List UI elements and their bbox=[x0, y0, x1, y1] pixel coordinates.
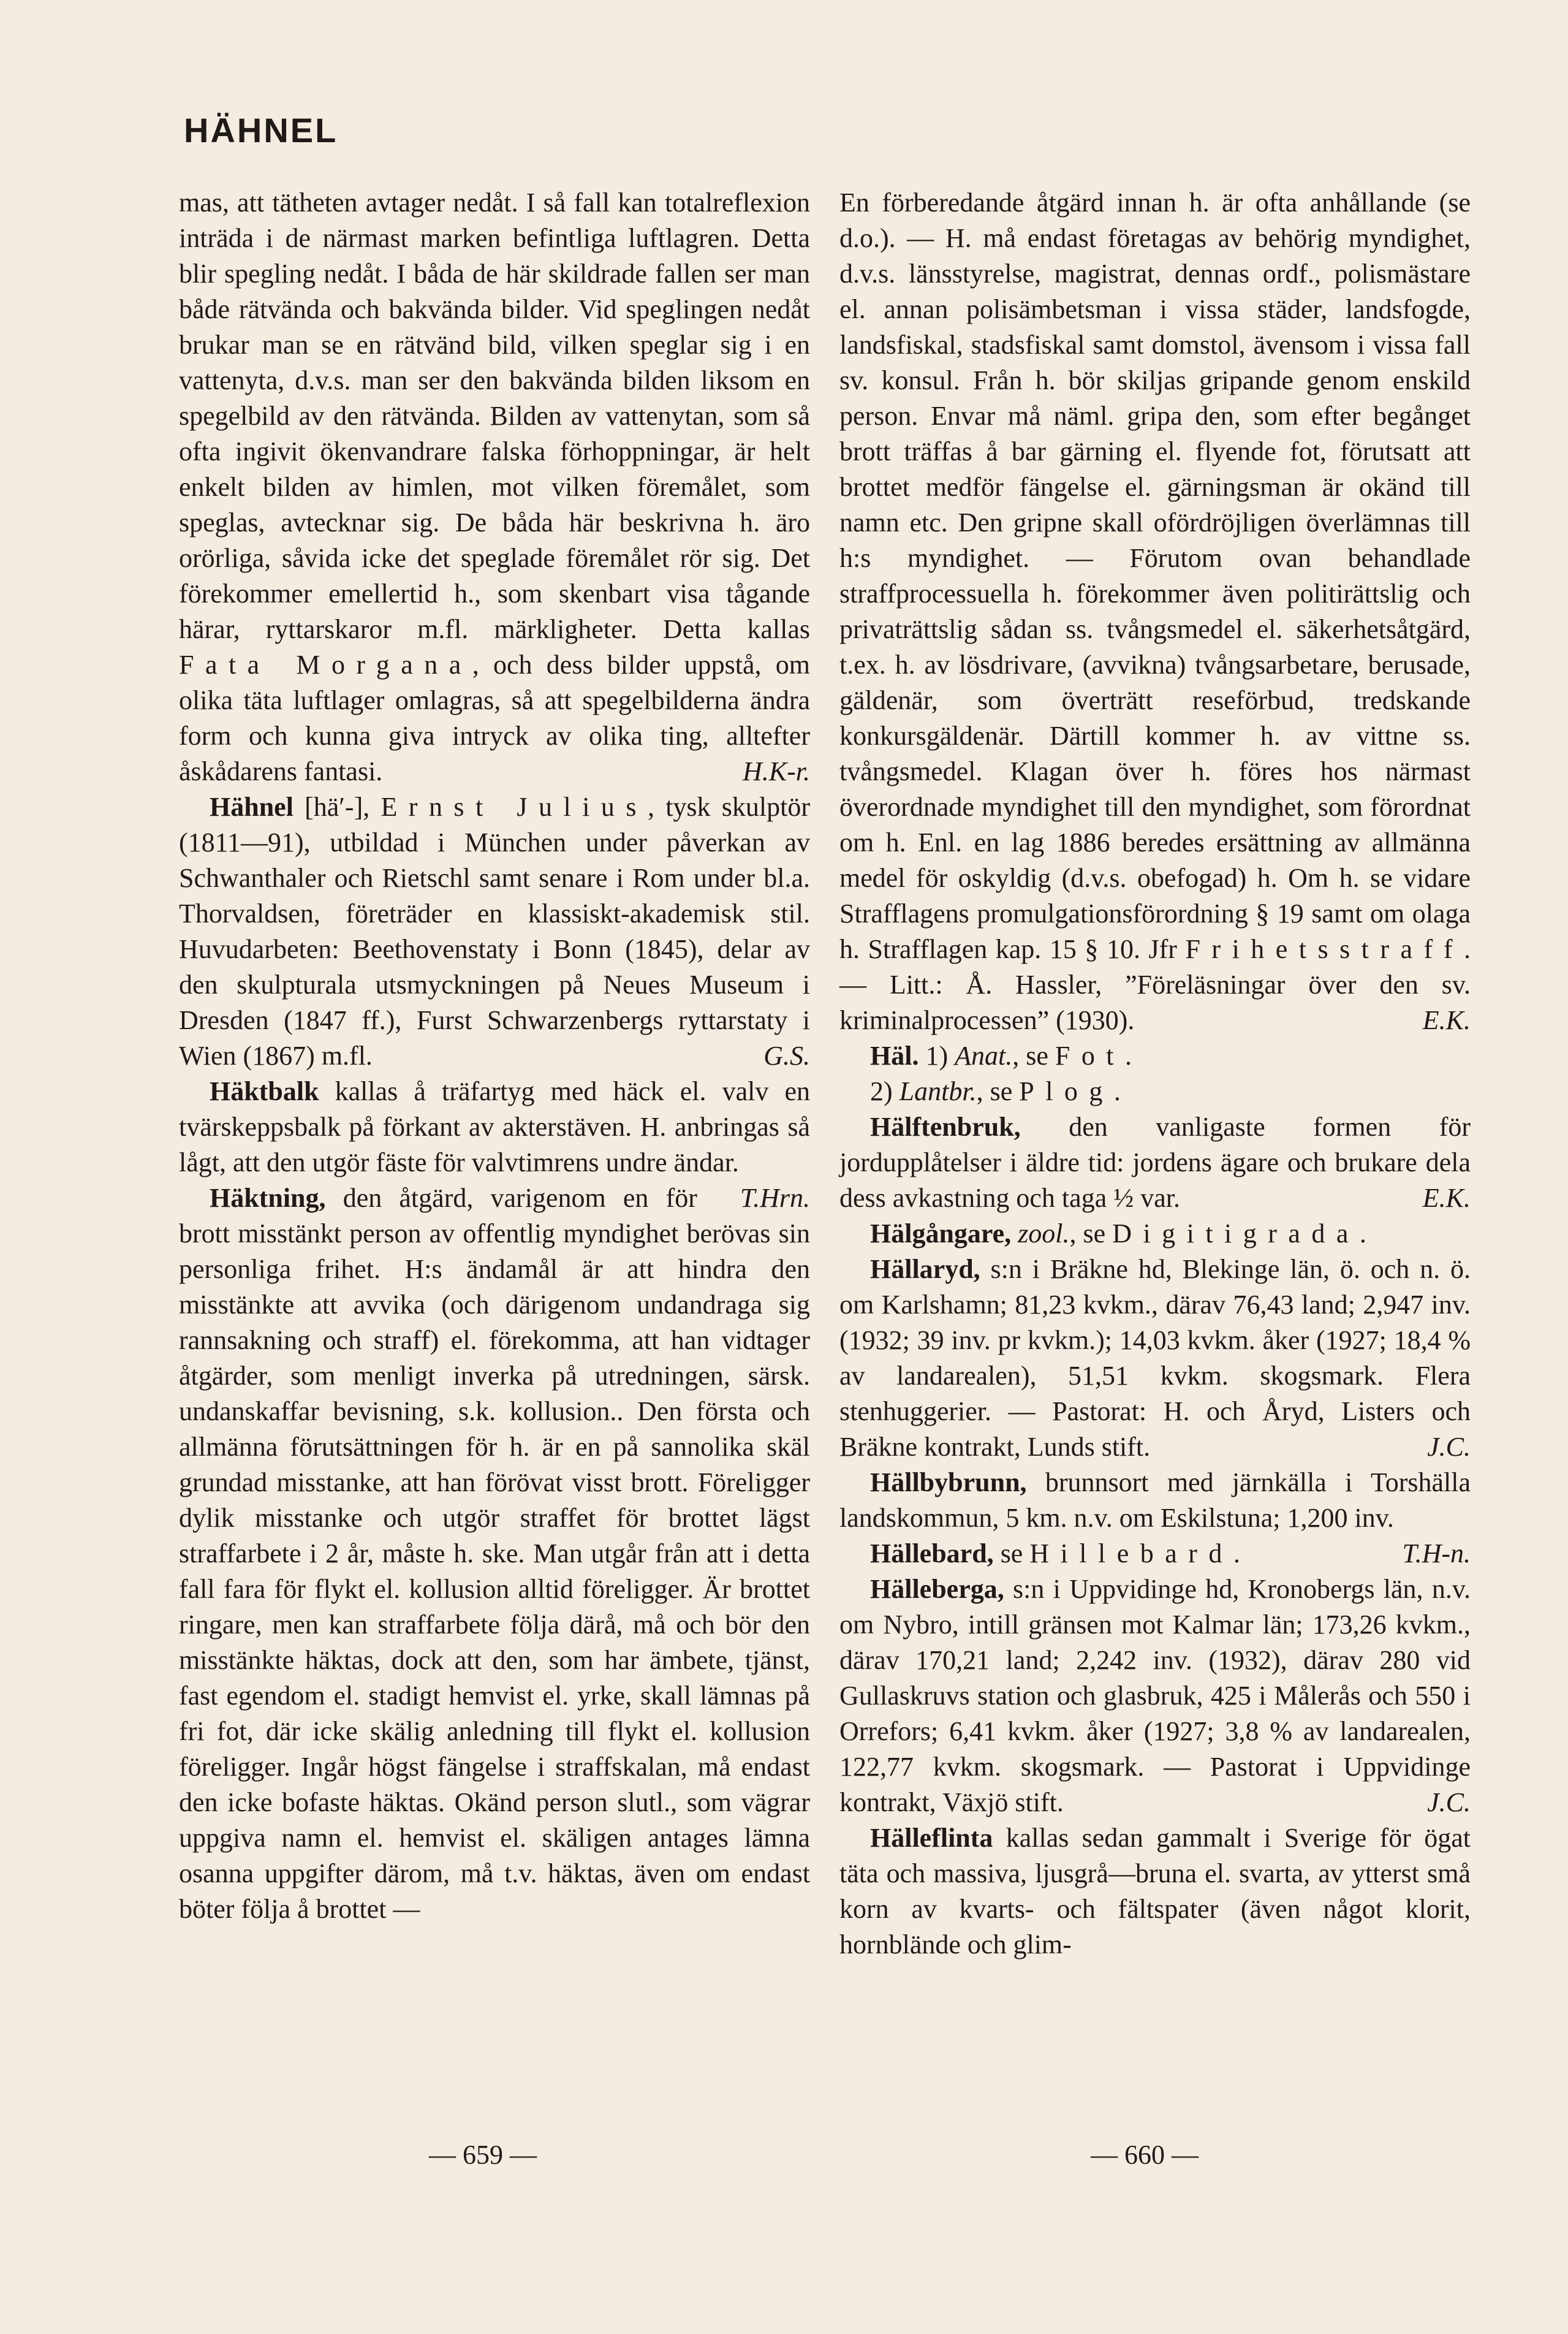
entry-headword: Hälgångare, bbox=[870, 1218, 1012, 1249]
entry-headword: Hällaryd, bbox=[870, 1254, 980, 1284]
entry-halleflinta: Hälleflinta kallas sedan gammalt i Sverige för ögat täta och massiva, ljusgrå—bruna el. svarta, av ytterst små korn av kvarts- och fältspater (även något klorit, hornblände och glim- bbox=[839, 1823, 1471, 1960]
entry-halleberga: Hälleberga, s:n i Uppvidinge hd, Kronobergs län, n.v. om Nybro, intill gränsen mot Kalmar län; 173,26 kvkm., därav 170,21 land; 2,242 inv. (1932), därav 280 vid Gullaskruvs station och glasbruk, 425 i Målerås och 550 i Orrefors; 6,41 kvkm. åker (1927; 3,8 % av landarealen, 122,77 kvkm. skogsmark. — Pastorat i Uppvidinge kontrakt, Växjö stift. J.C. bbox=[839, 1572, 1471, 1820]
entry-haktbalk: Häktbalk kallas å träfartyg med häck el. valv en tvärskeppsbalk på förkant av akterstäven. H. anbringas så lågt, att den utgör fäste för valvtimrens undre ändar. T.Hrn. bbox=[179, 1074, 810, 1180]
article-continuation: mas, att tätheten avtager nedåt. I så fall kan totalreflexion inträda i de närmast marken befintliga luftlagren. Detta blir spegling nedåt. I båda de här skildrade fallen ser man både rätvända och bakvända bilder. Vid speglingen nedåt brukar man se en rätvänd bild, vilken speglar sig i en vattenyta, d.v.s. man ser den bakvända bilden liksom en spegelbild av den rätvända. Bilden av vattenytan, som så ofta ingivit ökenvandrare falska förhoppningar, är helt enkelt bilden av himlen, mot vilken föremålet, som speglas, avtecknar sig. De båda här beskrivna h. äro orörliga, såvida icke det speglade föremålet rör sig. Det förekommer emellertid h., som skenbart visa tågande härar, ryttarskaror m.fl. märkligheter. Detta kallas Fata Morgana, och dess bilder uppstå, om olika täta luftlager omlagras, så att spegelbilderna ändra form och kunna giva intryck av olika ting, alltefter åskådarens fantasi. H.K-r. bbox=[179, 185, 810, 789]
entry-hallbybrunn: Hällbybrunn, brunnsort med järnkälla i Torshälla landskommun, 5 km. n.v. om Eskilstuna; 1,200 inv. T.H-n. bbox=[839, 1465, 1471, 1536]
entry-hal: Häl. 1) Anat., se Fot. bbox=[870, 1041, 1132, 1071]
entry-headword: Hälleflinta bbox=[870, 1823, 993, 1853]
author-signature: J.C. bbox=[1427, 1787, 1471, 1817]
entry-headword: Häktning, bbox=[210, 1183, 326, 1213]
entry-headword: Hälftenbruk, bbox=[870, 1112, 1021, 1142]
entry-headword: Hälleberga, bbox=[870, 1574, 1004, 1604]
entry-hallaryd: Hällaryd, s:n i Bräkne hd, Blekinge län, ö. och n. ö. om Karlshamn; 81,23 kvkm., därav 76,43 land; 2,947 inv. (1932; 39 inv. pr kvkm.); 14,03 kvkm. åker (1927; 18,4 % av landarealen), 51,51 kvkm. skogsmark. Flera stenhuggerier. — Pastorat: H. och Åryd, Listers och Bräkne kontrakt, Lunds stift. J.C. bbox=[839, 1252, 1471, 1465]
author-signature: T.Hrn. bbox=[740, 1183, 810, 1213]
entry-halgangare: Hälgångare, zool., se Digitigrada. bbox=[870, 1218, 1366, 1249]
author-signature: H.K-r. bbox=[742, 756, 810, 786]
cross-reference: Frihetsstraff bbox=[1185, 934, 1464, 964]
page-number-left: — 659 — bbox=[429, 2140, 537, 2170]
entry-headword: Hällbybrunn, bbox=[870, 1467, 1027, 1497]
author-signature: J.C. bbox=[1427, 1432, 1471, 1462]
entry-headword: Hällebard, bbox=[870, 1538, 994, 1568]
entry-hallebard: Hällebard, se Hillebard. bbox=[870, 1538, 1240, 1568]
left-column bbox=[179, 185, 810, 1927]
author-signature: E.K. bbox=[1422, 1183, 1471, 1213]
running-header: HÄHNEL bbox=[184, 111, 338, 150]
entry-haktning: Häktning, den åtgärd, varigenom en för brott misstänkt person av offentlig myndighet berövas sin personliga frihet. H:s ändamål är att hindra den misstänkte att avvika (och därigenom undandraga sig rannsakning och straff) el. förekomma, att han vidtager åtgärder, som menligt inverka på utredningen, särsk. undanskaffar bevisning, s.k. kollusion.. Den första och allmänna förutsättningen för h. är en på sannolika skäl grundad misstanke, att han förövat visst brott. Föreligger dylik misstanke och utgör straffet för brottet lägst straffarbete i 2 år, måste h. ske. Man utgår från att i detta fall fara för flykt el. kollusion alltid föreligger. Är brottet ringare, men kan straffarbete följa därå, må och bör den misstänkte häktas, dock att den, som har ämbete, tjänst, fast egendom el. stadigt hemvist el. yrke, skall lämnas på fri fot, där icke skälig anledning till flykt el. kollusion föreligger. Ingår högst fängelse i straffskalan, må endast den icke bofaste häktas. Okänd person slutl., som vägrar uppgiva namn el. hemvist el. skäligen antages lämna osanna uppgifter därom, må t.v. häktas, även om endast böter följa å brottet — bbox=[179, 1183, 810, 1924]
right-column bbox=[839, 185, 1471, 1963]
entry-headword: Häl. bbox=[870, 1041, 919, 1071]
entry-headword: Hähnel bbox=[210, 792, 294, 822]
article-continuation: En förberedande åtgärd innan h. är ofta anhållande (se d.o.). — H. må endast företagas av behörig myndighet, d.v.s. länsstyrelse, magistrat, dennas ordf., polismästare el. annan polisämbetsman i vissa städer, landsfogde, landsfiskal, stadsfiskal samt domstol, ävensom i vissa fall sv. konsul. Från h. bör skiljas gripande genom enskild person. Envar må näml. gripa den, som efter begånget brott träffas å bar gärning el. flyende fot, förutsatt att brottet medför fängelse el. gärningsman är okänd till namn etc. Den gripne skall ofördröjligen överlämnas till h:s myndighet. — Förutom ovan behandlade straffprocessuella h. förekommer även politirättslig och privaträttslig sådan ss. tvångsmedel el. säkerhetsåtgärd, t.ex. h. av lösdrivare, (avvikna) tvångsarbetare, berusade, gäldenär, som överträtt reseförbud, tredskande konkursgäldenär. Därtill kommer h. av vittne ss. tvångsmedel. Klagan över h. föres hos närmast överordnade myndighet till den myndighet, som förordnat om h. Enl. en lag 1886 beredes ersättning av allmänna medel för oskyldig (d.v.s. obefogad) h. Om h. se vidare Strafflagens promulgationsförordning § 19 samt om olaga h. Strafflagen kap. 15 § 10. Jfr Frihetsstraff. — Litt.: Å. Hassler, ”Föreläsningar över den sv. kriminalprocessen” (1930). E.K. bbox=[839, 185, 1471, 1038]
entry-headword: Häktbalk bbox=[210, 1076, 319, 1106]
entry-hahnel: Hähnel [hä′-], Ernst Julius, tysk skulptör (1811—91), utbildad i München under påverkan av Schwanthaler och Rietschl samt senare i Rom under bl.a. Thorvaldsen, företräder en klassiskt-akademisk stil. Huvudarbeten: Beethovenstaty i Bonn (1845), delar av den skulpturala utsmyckningen på Neues Museum i Dresden (1847 ff.), Furst Schwarzenbergs ryttarstaty i Wien (1867) m.fl. G.S. bbox=[179, 789, 810, 1074]
entry-hal-2: 2) Lantbr., se Plog. bbox=[870, 1076, 1121, 1106]
author-signature: G.S. bbox=[763, 1041, 810, 1071]
author-signature: T.H-n. bbox=[1402, 1538, 1471, 1568]
page-number-right: — 660 — bbox=[1091, 2140, 1199, 2170]
entry-halftenbruk: Hälftenbruk, den vanligaste formen för jordupplåtelser i äldre tid: jordens ägare och brukare dela dess avkastning och taga ½ var. E.K. bbox=[839, 1109, 1471, 1216]
cross-reference: Fata Morgana bbox=[179, 650, 472, 680]
author-signature: E.K. bbox=[1422, 1005, 1471, 1035]
